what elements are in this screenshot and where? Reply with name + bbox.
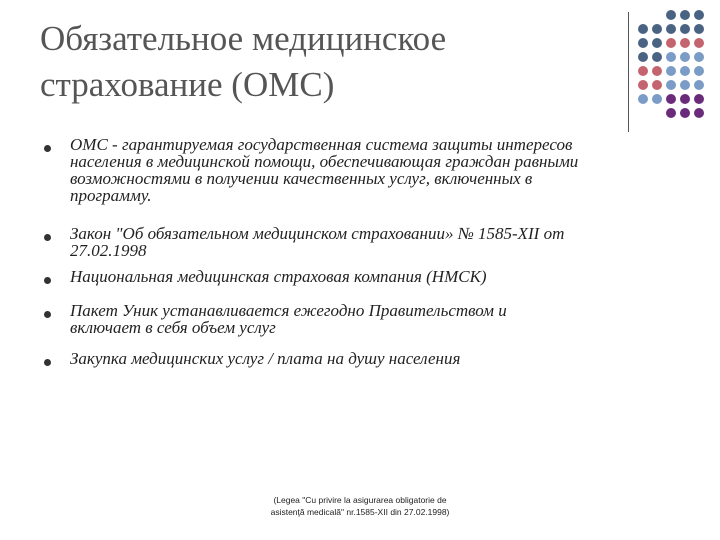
decorative-dot-icon [694, 80, 704, 90]
decorative-dot-icon [638, 66, 648, 76]
decorative-dot-icon [652, 24, 662, 34]
decorative-dot-icon [666, 24, 676, 34]
decorative-dot-icon [694, 24, 704, 34]
decorative-dot-icon [666, 80, 676, 90]
decorative-dot-icon [680, 66, 690, 76]
decorative-dot-icon [652, 52, 662, 62]
bullet-text: Закупка медицинских услуг / плата на душу населения [70, 349, 461, 368]
decorative-dot-grid [638, 10, 718, 120]
decorative-dot-icon [694, 108, 704, 118]
bullet-marker-icon [44, 234, 51, 241]
decorative-dot-icon [638, 80, 648, 90]
decorative-dot-icon [638, 38, 648, 48]
decorative-dot-icon [638, 52, 648, 62]
decorative-dot-icon [638, 24, 648, 34]
decorative-dot-icon [666, 52, 676, 62]
decorative-dot-icon [652, 80, 662, 90]
slide-title [40, 16, 600, 108]
decorative-dot-icon [694, 52, 704, 62]
bullet-marker-icon [44, 311, 51, 318]
title-line-1: Обязательное медицинское [40, 19, 447, 58]
decorative-dot-icon [652, 38, 662, 48]
decorative-dot-icon [666, 66, 676, 76]
decorative-dot-icon [680, 80, 690, 90]
bullet-text: Закон "Об обязательном медицинском страховании» № 1585-XII от 27.02.1998 [70, 224, 565, 260]
decorative-dot-icon [680, 10, 690, 20]
footer-line-1: (Legea "Cu privire la asigurarea obligatorie de [273, 495, 447, 505]
decorative-dot-icon [680, 38, 690, 48]
bullet-marker-icon [44, 359, 51, 366]
decorative-dot-icon [652, 66, 662, 76]
title-line-2: страхование (ОМС) [40, 65, 335, 104]
bullet-marker-icon [44, 145, 51, 152]
decorative-dot-icon [694, 66, 704, 76]
footer-line-2: asistenţă medicală" nr.1585-XII din 27.02.1998) [270, 507, 450, 517]
decorative-dot-icon [694, 10, 704, 20]
decorative-dot-icon [666, 108, 676, 118]
decorative-dot-icon [666, 94, 676, 104]
bullet-marker-icon [44, 277, 51, 284]
decorative-dot-icon [680, 24, 690, 34]
decorative-dot-icon [694, 38, 704, 48]
title-divider [628, 12, 629, 132]
decorative-dot-icon [666, 38, 676, 48]
decorative-dot-icon [638, 94, 648, 104]
decorative-dot-icon [680, 108, 690, 118]
decorative-dot-icon [652, 94, 662, 104]
bullet-text: Национальная медицинская страховая компания (НМСК) [70, 267, 487, 286]
decorative-dot-icon [680, 52, 690, 62]
bullet-text: Пакет Уник устанавливается ежегодно Правительством и включает в себя объем услуг [70, 301, 507, 337]
decorative-dot-icon [666, 10, 676, 20]
decorative-dot-icon [680, 94, 690, 104]
decorative-dot-icon [694, 94, 704, 104]
footer-citation [240, 494, 480, 518]
bullet-text: ОМС - гарантируемая государственная система защиты интересов населения в медицинской помощи, обеспечивающая граждан равными возможностями в получении качественных услуг, включенных в программу. [70, 135, 579, 205]
